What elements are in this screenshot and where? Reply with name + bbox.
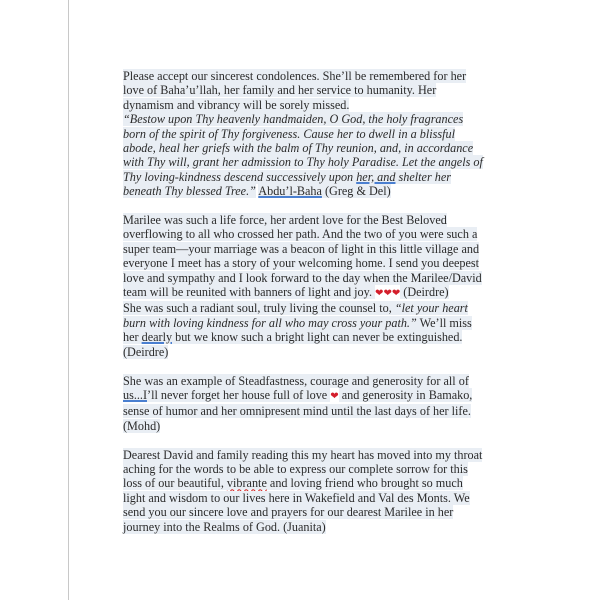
- underlined-word: dearly: [141, 330, 173, 345]
- condolence-paragraph-greg-del: [123, 69, 488, 199]
- heart-icon: ❤: [330, 390, 339, 402]
- underlined-word: us...I: [123, 387, 148, 402]
- paragraph-gap: [123, 359, 488, 373]
- heart-icon: ❤: [383, 288, 392, 300]
- heart-icon: ❤: [375, 288, 384, 300]
- condolence-paragraph-deirdre: [123, 213, 488, 301]
- condolence-text: Please accept our sincerest condolences. She’ll be remembered for her love of Baha’u’llah, her family and her service to humanity. Her dynamism and vibrancy will be sorely missed.: [123, 69, 467, 112]
- page-margin-line: [68, 0, 69, 600]
- letter-body: [123, 69, 488, 534]
- prayer-quote: “Bestow upon Thy heavenly handmaiden, O God, the holy fragrances born of the spirit of Thy forgiveness. Cause her to dwell in a blissful abode, heal her griefs with the balm of Thy reunion, and, in accordance with Thy will, grant her admission to Thy holy Paradise. Let the angels of Thy loving-kindness descend successively upon her, and shelter her beneath Thy blessed Tree.”: [123, 112, 483, 199]
- heart-icon: ❤: [391, 288, 401, 300]
- paragraph-gap: [123, 433, 488, 447]
- paragraph-gap: [123, 199, 488, 213]
- condolence-paragraph-deirdre-2: She was such a radiant soul, truly living the counsel to, “let your heart burn with loving kindness for all who may cross your path.” We’ll miss her dearly but we know such a bright light can never be extinguished. (Deirdre): [123, 301, 472, 359]
- underlined-phrase: her, and: [356, 169, 396, 184]
- tribute-text: Marilee was such a life force, her ardent love for the Best Beloved overflowing to all who crossed her path. And the two of you were such a super team—your marriage was a beacon of light in this little village and everyone I meet has a story of your welcoming home. I send you deepest love and sympathy and I look forward to the day when the Marilee/David team will be reunited with banners of light and joy.: [123, 213, 482, 300]
- quote-author: Abdu’l-Baha: [258, 184, 322, 199]
- condolence-paragraph-juanita: Dearest David and family reading this my heart has moved into my throat aching for the words to be able to express our complete sorrow for this loss of our beautiful, vibrante and loving friend who brought so much light and wisdom to our lives here in Wakefield and Val des Monts. We send you our sincere love and prayers for our dearest Marilee in her journey into the Realms of God. (Juanita): [123, 447, 483, 534]
- signature-greg-del: (Greg & Del): [321, 184, 391, 199]
- misspelled-word: vibrante: [226, 476, 267, 491]
- signature-deirdre: (Deirdre): [400, 285, 449, 300]
- condolence-paragraph-mohd: She was an example of Steadfastness, courage and generosity for all of us...I’ll never forget her house full of love ❤ and generosity in Bamako, sense of humor and her omnipresent mind until the last days of her life. (Mohd): [123, 373, 473, 433]
- quoted-counsel: “let your heart burn with loving kindness for all who may cross your path.”: [123, 301, 468, 330]
